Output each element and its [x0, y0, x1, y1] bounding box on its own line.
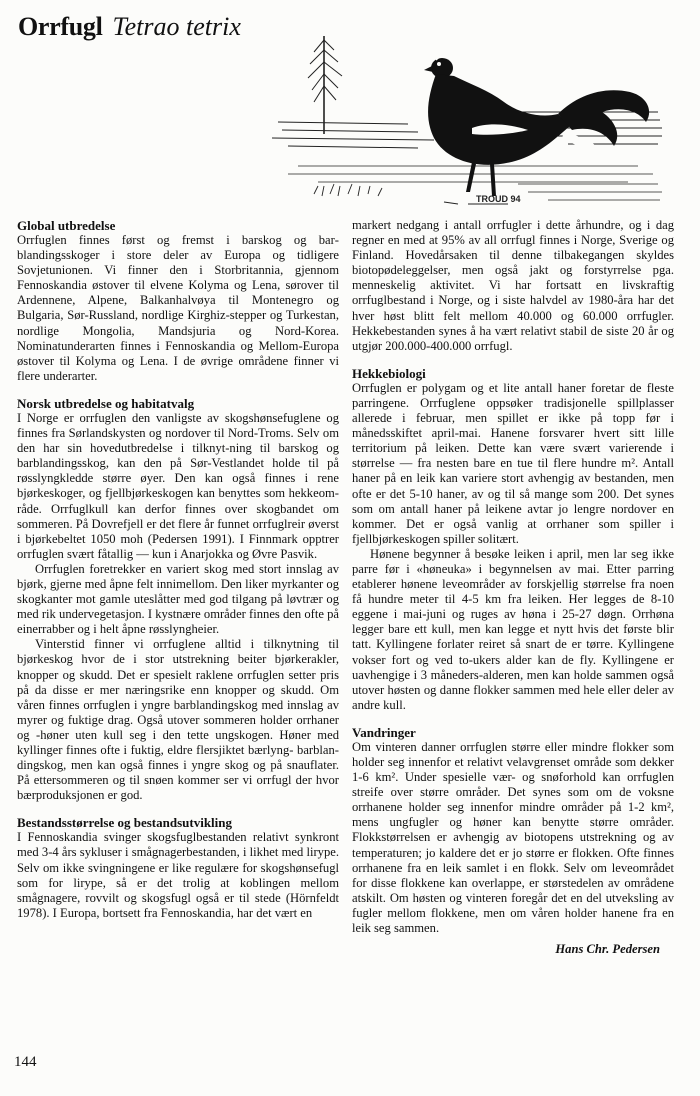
title-latin-name: Tetrao tetrix: [112, 12, 241, 41]
paragraph: Orrfuglen er polygam og et lite antall haner foretar de fleste parringene. Orrfuglene oppsøker tradisjonelle spillplasser allerede i februar, men spillet er ikke på topp før i månedsskiftet april-mai. Hanene forsvarer hvert sitt lille territorium på leiken. Dette kan være svært varierende i størrelse — fra nesten bare en tue til flere hundre m². Antall haner på en leik kan variere stort avhengig av bestanden, men ofte er det 5-10 haner, av og til så mange som 200. Det synes som om antall haner på leikene avtar jo lengre nordover en kommer. Det er også vanlig at orrhaner som spiller i fjellbjørkeskogen spiller solitært.: [352, 380, 674, 546]
section-population: [17, 815, 339, 921]
paragraph: Om vinteren danner orrfuglen større eller mindre flokker som holder seg innenfor et relativt velavgrenset område som dekker 1-6 km². Under spesielle vær- og snøforhold kan orrfuglen streife over større områder. Det synes som om de voksne orrhanene holder seg innenfor mindre områder på 1-2 km², mens ungfugler og høner kan benytte større områder. Flokkstørrelsen er avhengig av biotopens utstrekning og av temperaturen; jo kaldere det er jo større er flokken. Ofte finnes orrhanene fra en leik samlet i en flokk. Selv om leveområdet for disse flokkene kan overlappe, er størstedelen av områdene atskilt. Om høsten og vinteren foregår det en del utveksling av fugler mellom flokkene, men om våren holder hanene fra en leik seg sammen.: [352, 739, 674, 936]
paragraph: markert nedgang i antall orrfugler i dette århundre, og i dag regner en med at 95% av all orrfugl finnes i Norge, Sverige og Finland. Hovedårsaken til denne tilbakegangen skyldes biotopødeleggelser, men også jakt og forstyrrelse pga. menneskelig aktivitet. Vi har fortsatt en livskraftig orrfuglbestand i Norge, og i siste halvdel av 1980-åra har det hver høst blitt felt mellom 40.000 og 60.000 orrfugler. Hekkebestanden synes å ha vært relativt stabil de siste 20 år og utgjør 200.000-400.000 orrfugl.: [352, 218, 674, 353]
left-column: [17, 218, 339, 933]
section-heading: Hekkebiologi: [352, 365, 426, 381]
section-norwegian-distribution: [17, 396, 339, 803]
section-movements: [352, 725, 674, 957]
section-heading: Norsk utbredelse og habitatvalg: [17, 395, 195, 411]
paragraph: I Norge er orrfuglen den vanligste av skogshønsefuglene og finnes fra Sørlandskysten og nordover til Nord-Troms. Selv om den har sin hovedutbredelse i tilknyt-ning til barskog og barblandingsskog, kan den på Sør-Vestlandet holde til på røsslyngkledde større øyer. Den kan også finnes i rene bjørkeskoger, og fjellbjørkeskogen kan benyttes som hekkeområde. Orrfuglkull kan derfor finnes over skogbandet om sommeren. På Dovrefjell er det flere år funnet orrfuglreir øverst i bjørkebeltet 1050 moh (Pedersen 1991). I Finnmark opptrer orrfuglen svært fåtallig — kun i Anarjokka og Øvre Pasvik.: [17, 410, 339, 561]
right-column: [352, 218, 674, 969]
section-global-distribution: [17, 218, 339, 384]
paragraph: Orrfuglen finnes først og fremst i barskog og barblandingsskoger i store deler av Europa og tidligere Sovjetunionen. Vi finner den i Storbritannia, gjennom Fennoskandia østover til elvene Kolyma og Lena, sørover til Ardennene, Alpene, Balkanhalvøya til Montenegro og Bulgaria, Sør-Russland, nordlige Kirghiz-stepper og Turkestan, nordlige Mongolia, Mandsjuria og Nord-Korea. Nominatunderarten finnes i Fennoskandia og Mellom-Europa østover til Kolyma og Lena. I de øvrige områdene finner vi flere underarter.: [17, 233, 339, 383]
section-heading: Global utbredelse: [17, 218, 116, 233]
section-heading: Bestandsstørrelse og bestandsutvikling: [17, 815, 233, 831]
paragraph: Hønene begynner å besøke leiken i april, men lar seg ikke parre før i «høneuka» i begynnelsen av mai. Etter parring etablerer hønene leveområder av forskjellig størrelse fra noen få hundre meter til 4-5 km fra leiken. Her legges de 8-10 eggene i mai-juni og ruges av høna i 25-27 døgn. Orrhøna legger bare ett kull, men kan legge et nytt hvis det første blir tatt. Kyllingene forlater reiret så snart de er tørre. Kyllingene vokser fort og ved to-ukers alder kan de fly. Kyllingene er uavhengige i 3 måneders-alderen, men kan holde sammen også utover høsten og danne flokker sammen med hele eller deler av andre kull.: [352, 546, 674, 712]
black-grouse-illustration: [258, 26, 670, 212]
author-credit: Hans Chr. Pedersen: [555, 942, 660, 957]
paragraph: Orrfuglen foretrekker en variert skog med stort innslag av bjørk, gjerne med åpne felt innimellom. Den liker myrkanter og skogkanter mot gamle uteslåtter med god tilgang på løvtrær og med rik undervegetasjon. I kystnære områder finnes den ofte på einerrabber og i helt åpne røsslyngheier.: [17, 561, 339, 637]
illustration-signature: TROUD 94: [476, 194, 521, 204]
title-common-name: Orrfugl: [18, 12, 103, 41]
paragraph: I Fennoskandia svinger skogsfuglbestanden relativt synkront med 3-4 års sykluser i smågnagerbestanden, i likhet med lirype. Selv om ikke svingningene er like regulære for skogshønsefugl som for lirype, så er det trolig at koblingen mellom smågnagere, rovvilt og skogsfugl også er til stede (Hörnfeldt 1978). I Europa, bortsett fra Fennoskandia, har det vært en: [17, 830, 339, 920]
species-title: [18, 12, 241, 42]
section-breeding-biology: [352, 366, 674, 713]
paragraph: Vinterstid finner vi orrfuglene alltid i tilknytning til bjørkeskog hvor de i stor utstrekning beiter bjørkerakler, knopper og skudd. Det er spesielt raklene orrfuglen setter pris på da disse er mer næringsrike enn knopper og skudd. Om våren finnes orrfuglen i yngre barblandingskog med innslag av myrer og fuktige drag. Også utover sommeren holder orrhaner og -høner uten kull seg i den tette ungskogen. Høner med kyllinger finnes ofte i fuktig, eldre flersjiktet bærlyng- barblandingskog, men kan også finnes i yngre skog og på snauflater. På ettersommeren og til snøen kommer ser vi orrfugl der hvor bærproduksjonen er god.: [17, 637, 339, 803]
page-number: 144: [14, 1054, 37, 1070]
section-heading: Vandringer: [352, 724, 416, 740]
section-population-continued: [352, 218, 674, 354]
